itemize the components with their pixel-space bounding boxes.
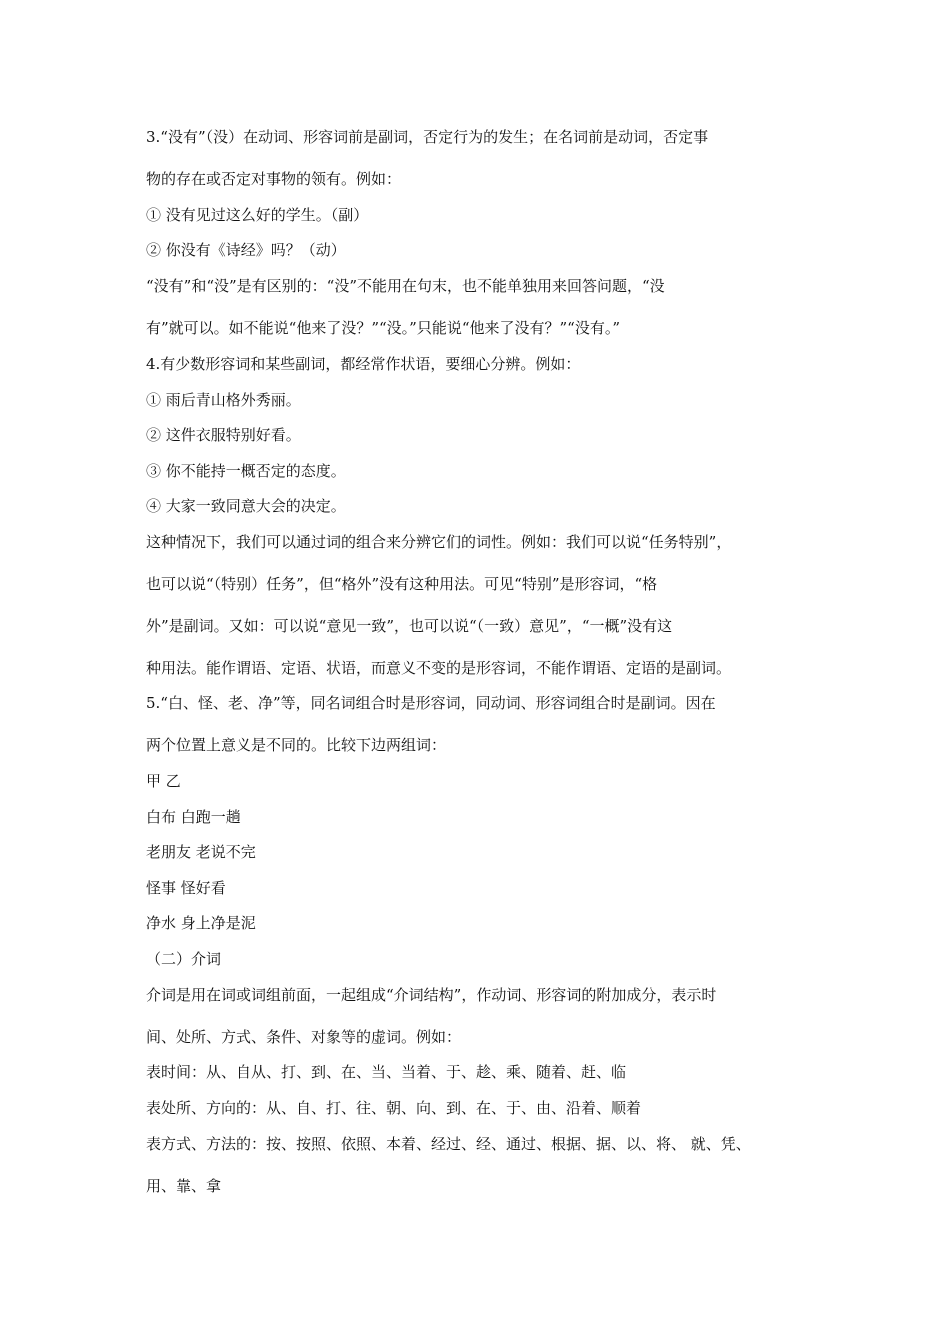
text-line: 间、处所、方式、条件、对象等的虚词。例如： [146,1028,462,1046]
text-line: ② 你没有《诗经》吗？（动） [146,241,346,259]
text-line: “没有”和“没”是有区别的：“没”不能用在句末，也不能单独用来回答问题，“没 [146,277,665,295]
text-line: 也可以说“（特别）任务”，但“格外”没有这种用法。可见“特别”是形容词，“格 [146,575,658,593]
text-line: ② 这件衣服特别好看。 [146,426,301,444]
text-line: 表时间：从、自从、打、到、在、当、当着、于、趁、乘、随着、赶、临 [146,1063,627,1081]
text-line: 3.“没有”（没）在动词、形容词前是副词，否定行为的发生；在名词前是动词，否定事 [146,128,709,146]
text-line: 有”就可以。如不能说“他来了没？”“没。”只能说“他来了没有？”“没有。” [146,319,621,337]
text-line: 外”是副词。又如：可以说“意见一致”，也可以说“（一致）意见”，“一概”没有这 [146,617,673,635]
text-line: ① 没有见过这么好的学生。（副） [146,206,369,224]
text-line: ① 雨后青山格外秀丽。 [146,391,301,409]
text-line: ④ 大家一致同意大会的决定。 [146,497,346,515]
text-line: 净水 身上净是泥 [146,914,256,932]
text-line: 用、靠、拿 [146,1177,222,1195]
text-line: 甲 乙 [146,772,181,790]
text-line: 5.“白、怪、老、净”等，同名词组合时是形容词，同动词、形容词组合时是副词。因在 [146,694,716,712]
text-line: ③ 你不能持一概否定的态度。 [146,462,346,480]
text-line: 物的存在或否定对事物的领有。例如： [146,170,402,188]
text-line: 白布 白跑一趟 [146,808,241,826]
text-line: 种用法。能作谓语、定语、状语，而意义不变的是形容词，不能作谓语、定语的是副词。 [146,659,732,677]
text-line: 两个位置上意义是不同的。比较下边两组词： [146,736,447,754]
section-heading: （二）介词 [146,950,222,968]
text-line: 表方式、方法的：按、按照、依照、本着、经过、经、通过、根据、据、以、将、 就、凭、 [146,1135,751,1153]
text-line: 表处所、方向的：从、自、打、往、朝、向、到、在、于、由、沿着、顺着 [146,1099,642,1117]
text-line: 这种情况下，我们可以通过词的组合来分辨它们的词性。例如：我们可以说“任务特别”， [146,533,732,551]
text-line: 怪事 怪好看 [146,879,226,897]
text-line: 介词是用在词或词组前面，一起组成“介词结构”，作动词、形容词的附加成分，表示时 [146,986,717,1004]
text-line: 老朋友 老说不完 [146,843,256,861]
text-line: 4.有少数形容词和某些副词，都经常作状语，要细心分辨。例如： [146,355,581,373]
